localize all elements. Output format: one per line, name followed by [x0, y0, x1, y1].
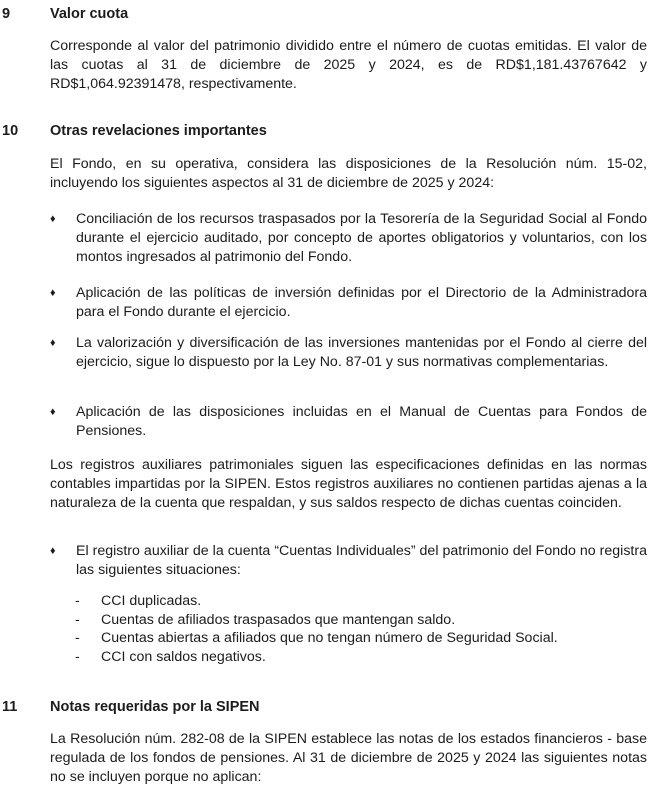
paragraph-valor-cuota: Corresponde al valor del patrimonio dividido entre el número de cuotas emitidas. El valor de las cuotas al 31 de diciembre de 2025 y 2024, es de RD$1,181.43767642 y RD$1,064.92391478, respectivamente.: [50, 38, 647, 92]
list-item-text: Cuentas de afiliados traspasados que mantengan saldo.: [101, 611, 456, 628]
diamond-bullet-icon: ♦: [50, 213, 56, 225]
diamond-bullet-icon: ♦: [50, 337, 56, 349]
section-title: Valor cuota: [50, 6, 129, 22]
list-item-text: Conciliación de los recursos traspasados por la Tesorería de la Seguridad Social al Fondo durante el ejercicio auditado, por concepto de aportes obligatorios y voluntarios, con los montos ingresados al patrimonio del Fondo.: [76, 211, 647, 265]
list-item-text: Cuentas abiertas a afiliados que no tengan número de Seguridad Social.: [101, 630, 558, 646]
list-item-text: Aplicación de las disposiciones incluidas en el Manual de Cuentas para Fondos de Pensiones.: [76, 404, 647, 439]
dash-bullet: -: [75, 630, 80, 646]
list-item-text: Aplicación de las políticas de inversión definidas por el Directorio de la Administradora para el Fondo durante el ejercicio.: [76, 285, 647, 320]
list-item-text: La valorización y diversificación de las inversiones mantenidas por el Fondo al cierre del ejercicio, sigue lo dispuesto por la Ley No. 87-01 y sus normativas complementarias.: [76, 335, 647, 370]
paragraph-registros: Los registros auxiliares patrimoniales siguen las especificaciones definidas en las normas contables impartidas por la SIPEN. Estos registros auxiliares no contienen partidas ajenas a la naturaleza de la cuenta que respaldan, y sus saldos respecto de dichas cuentas coinciden.: [50, 457, 647, 511]
diamond-bullet-icon: ♦: [50, 406, 56, 418]
paragraph-notas-sipen: La Resolución núm. 282-08 de la SIPEN establece las notas de los estados financieros - base regulada de los fondos de pensiones. Al 31 de diciembre de 2025 y 2024 las siguientes notas no se incluyen porque no aplican:: [50, 731, 647, 785]
list-item-text: El registro auxiliar de la cuenta “Cuentas Individuales” del patrimonio del Fondo no registra las siguientes situaciones:: [76, 543, 647, 578]
section-number: 9: [2, 6, 11, 22]
list-item: [75, 648, 635, 667]
section-title: Notas requeridas por la SIPEN: [50, 699, 260, 715]
dash-bullet: -: [75, 648, 80, 665]
dash-bullet: -: [75, 611, 80, 628]
list-item-text: CCI duplicadas.: [101, 593, 202, 609]
list-item: [75, 592, 635, 611]
list-item: [75, 611, 635, 630]
list-item-text: CCI con saldos negativos.: [101, 648, 266, 665]
list-item: [75, 629, 635, 648]
section-number: 11: [2, 699, 18, 715]
diamond-bullet-icon: ♦: [50, 287, 56, 299]
paragraph-intro: El Fondo, en su operativa, considera las disposiciones de la Resolución núm. 15-02, incluyendo los siguientes aspectos al 31 de diciembre de 2025 y 2024:: [50, 156, 647, 191]
section-number: 10: [2, 123, 19, 139]
dash-bullet: -: [75, 593, 80, 609]
section-title: Otras revelaciones importantes: [50, 123, 267, 139]
diamond-bullet-icon: ♦: [50, 545, 56, 557]
situations-list: [75, 592, 635, 666]
